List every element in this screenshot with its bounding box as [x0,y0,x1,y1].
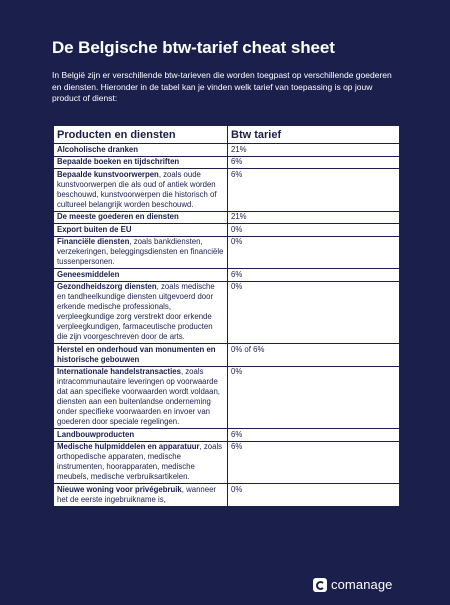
product-description: , wanneer het de eerste ingebruikname is, [57,484,217,504]
vat-rate-cell: 0% of 6% [228,344,400,367]
product-cell [54,236,228,269]
vat-rate-cell: 6% [228,441,400,484]
table-row [54,156,400,169]
product-name: Financiële diensten [57,237,130,246]
vat-rate-cell: 21% [228,144,400,157]
product-description: , zoals bankdiensten, verzekeringen, beleggingsdiensten en financiële tussenpersonen. [57,237,224,266]
product-cell [54,484,228,507]
product-cell [54,269,228,282]
product-cell [54,281,228,344]
vat-rate-table [52,124,400,508]
product-cell [54,224,228,237]
vat-rate-cell: 6% [228,269,400,282]
table-row [54,224,400,237]
table-row [54,269,400,282]
product-name: Export buiten de EU [57,224,132,234]
product-cell [54,429,228,442]
table-row [54,169,400,212]
vat-rate-cell: 0% [228,236,400,269]
product-description: , zoals oude kunstvoorwerpen die als oud of antiek worden beschouwd, kunstvoorwerpen die historisch of cultureel belangrijk worden beschouwd. [57,169,217,209]
product-name: Gezondheidszorg diensten [57,282,157,291]
product-name: Bepaalde boeken en tijdschriften [57,157,180,166]
logo-text: comanage [331,577,393,592]
product-name: Herstel en onderhoud van monumenten en historische gebouwen [57,344,216,364]
column-header-products: Producten en diensten [54,126,228,144]
product-name: Landbouwproducten [57,429,135,439]
vat-rate-cell: 0% [228,484,400,507]
product-cell [54,144,228,157]
intro-paragraph: In België zijn er verschillende btw-tarieven die worden toegpast op verschillende goederen en diensten. Hieronder in de tabel kan je vinden welk tarief van toepassing is op jouw product of dienst: [52,70,392,103]
product-cell [54,211,228,224]
table-row [54,236,400,269]
product-description: , zoals orthopedische apparaten, medische instrumenten, hoorapparaten, medische meubels, medische verbruiksartikelen. [57,442,223,481]
product-description: , zoals intracommunautaire leveringen op voorwaarde dat aan specifieke voorwaarden wordt voldaan, diensten aan een buitenlandse onderneming onder specifieke voorwaarden en invoer van goederen door speciale regelingen. [57,367,220,426]
column-header-rate: Btw tarief [228,126,400,144]
product-cell [54,156,228,169]
table-header-row [54,126,400,144]
vat-rate-cell: 6% [228,169,400,212]
product-cell [54,441,228,484]
vat-rate-cell: 21% [228,211,400,224]
table-row [54,281,400,344]
table-row [54,441,400,484]
vat-rate-cell: 6% [228,429,400,442]
product-cell [54,169,228,212]
vat-rate-cell: 0% [228,224,400,237]
vat-rate-cell: 0% [228,366,400,429]
product-name: Internationale handelstransacties [57,367,181,376]
page-title: De Belgische btw-tarief cheat sheet [52,38,335,57]
comanage-logo-icon [313,578,327,592]
table-row [54,144,400,157]
comanage-logo [313,577,393,592]
product-description: , zoals medische en tandheelkundige diensten uitgevoerd door erkende medische professionals, verpleegkundige zorg verstrekt door erkende verpleegkundigen, farmaceutische producten die zijn voorgeschreven door de arts. [57,282,215,341]
table-row [54,366,400,429]
table-row [54,211,400,224]
product-name: Geneesmiddelen [57,269,120,279]
product-name: Alcoholische dranken [57,144,139,154]
product-cell [54,366,228,429]
vat-rate-cell: 0% [228,281,400,344]
product-name: Nieuwe woning voor privégebruik [57,484,182,494]
table-row [54,344,400,367]
product-name: Bepaalde kunstvoorwerpen [57,169,159,179]
table-row [54,429,400,442]
vat-rate-cell: 6% [228,156,400,169]
product-name: Medische hulpmiddelen en apparatuur [57,442,200,451]
product-cell [54,344,228,367]
table-row [54,484,400,507]
product-name: De meeste goederen en diensten [57,212,179,221]
